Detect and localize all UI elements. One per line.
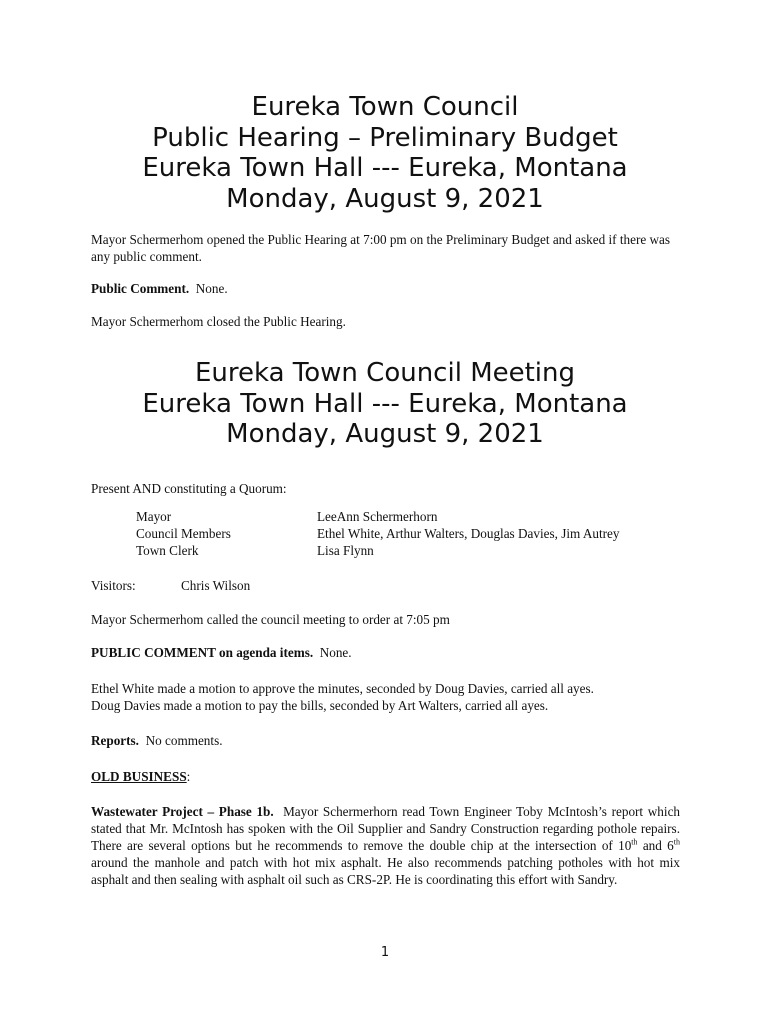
- hearing-closed-paragraph: Mayor Schermerhom closed the Public Hearing.: [91, 314, 346, 329]
- meeting-title: Eureka Town Council Meeting: [194, 358, 576, 388]
- wastewater-paragraph: [91, 803, 680, 888]
- reports-value: No comments.: [145, 733, 223, 748]
- old-business-colon: :: [186, 769, 191, 784]
- motion-bills: Doug Davies made a motion to pay the bills, seconded by Art Walters, carried all ayes.: [91, 698, 549, 713]
- page-number: 1: [380, 945, 390, 960]
- quorum-role-mayor: Mayor: [136, 509, 172, 524]
- wastewater-sup-2: th: [673, 837, 680, 847]
- reports-paragraph: [91, 732, 680, 749]
- hearing-public-comment: [91, 280, 680, 297]
- quorum-role-council: Council Members: [136, 526, 231, 541]
- agenda-comment-label: PUBLIC COMMENT on agenda items.: [91, 645, 314, 660]
- visitors-names: Chris Wilson: [181, 578, 251, 593]
- hearing-location: Eureka Town Hall --- Eureka, Montana: [142, 153, 628, 183]
- meeting-header: [0, 358, 770, 450]
- wastewater-text-c: around the manhole and patch with hot mix asphalt. He also recommends patching potholes with hot mix asphalt and then sealing with asphalt oil such as CRS-2P. He is coordinating this effort with Sandry.: [91, 855, 680, 887]
- agenda-comment-value: None.: [319, 645, 352, 660]
- hearing-subtitle: Public Hearing – Preliminary Budget: [152, 122, 618, 153]
- hearing-header: [0, 92, 770, 214]
- wastewater-text-a: Mayor Schermerhorn read Town Engineer Toby McIntosh’s report which stated that Mr. McIntosh has spoken with the Oil Supplier and Sandry Construction regarding pothole repairs. There are several options but he recommends to remove the double chip at the intersection of 10: [91, 804, 681, 853]
- called-to-order: Mayor Schermerhom called the council meeting to order at 7:05 pm: [91, 612, 450, 627]
- motion-minutes: Ethel White made a motion to approve the minutes, seconded by Doug Davies, carried all ayes.: [91, 681, 594, 696]
- quorum-names-council: Ethel White, Arthur Walters, Douglas Davies, Jim Autrey: [317, 526, 620, 541]
- agenda-public-comment: [91, 644, 680, 661]
- quorum-names-clerk: Lisa Flynn: [317, 543, 374, 558]
- wastewater-sup-1: th: [631, 837, 638, 847]
- wastewater-label: Wastewater Project – Phase 1b.: [91, 804, 274, 819]
- public-comment-label: Public Comment.: [91, 281, 190, 296]
- reports-label: Reports.: [91, 733, 139, 748]
- old-business-heading: [91, 768, 680, 785]
- hearing-opened-paragraph: Mayor Schermerhom opened the Public Hearing at 7:00 pm on the Preliminary Budget and asked if there was any public comment.: [91, 232, 671, 264]
- meeting-date: Monday, August 9, 2021: [226, 419, 544, 449]
- visitors-label: Visitors:: [91, 578, 136, 593]
- meeting-location: Eureka Town Hall --- Eureka, Montana: [142, 388, 628, 419]
- quorum-role-clerk: Town Clerk: [136, 543, 199, 558]
- public-comment-value: None.: [195, 281, 228, 296]
- hearing-date: Monday, August 9, 2021: [226, 183, 544, 214]
- wastewater-text-b: and 6: [637, 838, 674, 853]
- hearing-title: Eureka Town Council: [251, 92, 519, 122]
- quorum-intro: Present AND constituting a Quorum:: [91, 481, 287, 496]
- old-business-label: OLD BUSINESS: [91, 769, 187, 784]
- quorum-names-mayor: LeeAnn Schermerhorn: [317, 509, 438, 524]
